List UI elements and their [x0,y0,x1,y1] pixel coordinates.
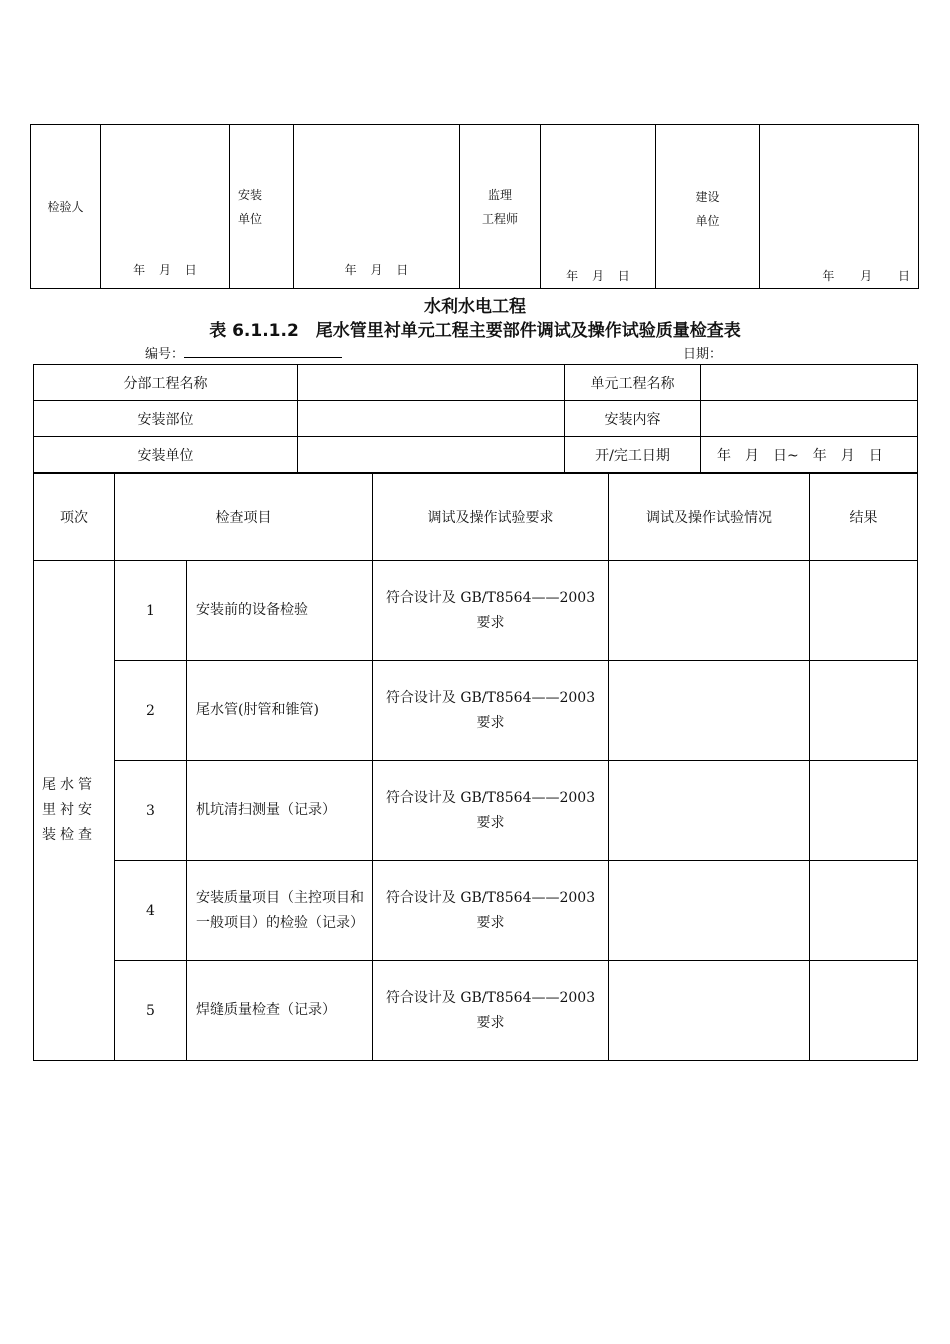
install-location-label: 安装部位 [34,401,298,437]
owner-label-2: 单位 [695,214,720,228]
inspection-table [33,473,918,1061]
install-content-value[interactable] [701,401,918,437]
table-row [34,561,918,661]
owner-label-cell [656,125,760,289]
row-status[interactable] [609,961,810,1061]
group-label: 尾水管里衬安装检查 [34,561,115,1061]
row-requirement: 符合设计及 GB/T8564——2003 要求 [373,861,609,961]
date-label: 日期： [683,347,723,362]
owner-date: 年 月 日 [822,269,910,283]
install-unit-label: 安装单位 [34,437,298,473]
row-item: 安装前的设备检验 [187,561,373,661]
install-location-value[interactable] [298,401,565,437]
table-header-row [34,474,918,561]
install-unit-value[interactable] [298,437,565,473]
inspector-label: 检验人 [47,199,84,214]
row-item: 焊缝质量检查（记录） [187,961,373,1061]
unit-name-value[interactable] [701,365,918,401]
row-item: 尾水管(肘管和锥管) [187,661,373,761]
inspector-sign-cell[interactable] [101,125,230,289]
install-unit-sign-cell[interactable] [294,125,460,289]
supervisor-sign-cell[interactable] [541,125,656,289]
row-result[interactable] [810,761,918,861]
org-title: 水利水电工程 [424,297,526,317]
install-unit-date: 年 月 日 [344,263,409,277]
row-status[interactable] [609,761,810,861]
install-unit-label-2: 单位 [238,211,263,226]
row-status[interactable] [609,561,810,661]
row-status[interactable] [609,861,810,961]
row-item: 机坑清扫测量（记录） [187,761,373,861]
row-result[interactable] [810,561,918,661]
supervisor-label-cell [460,125,541,289]
row-no: 3 [115,761,187,861]
install-unit-label-cell [230,125,294,289]
row-status[interactable] [609,661,810,761]
col-header-index: 项次 [34,474,115,561]
owner-sign-cell[interactable] [760,125,919,289]
code-input-line[interactable] [184,345,342,358]
row-result[interactable] [810,961,918,1061]
table-row [34,761,918,861]
owner-label-1: 建设 [695,190,720,204]
inspector-label-cell [31,125,101,289]
signature-table [30,124,919,289]
code-field[interactable] [145,343,342,362]
form-title: 表 6.1.1.2 尾水管里衬单元工程主要部件调试及操作试验质量检查表 [209,321,741,341]
start-end-value[interactable]: 年 月 日~ 年 月 日 [701,437,918,473]
row-result[interactable] [810,661,918,761]
install-unit-label-1: 安装 [238,187,263,202]
supervisor-label-2: 工程师 [481,211,518,226]
row-no: 4 [115,861,187,961]
row-no: 2 [115,661,187,761]
col-header-result: 结果 [810,474,918,561]
supervisor-date: 年 月 日 [566,269,630,283]
col-header-requirement: 调试及操作试验要求 [373,474,609,561]
division-name-value[interactable] [298,365,565,401]
row-requirement: 符合设计及 GB/T8564——2003 要求 [373,761,609,861]
unit-name-label: 单元工程名称 [565,365,701,401]
row-item: 安装质量项目（主控项目和一般项目）的检验（记录） [187,861,373,961]
row-no: 1 [115,561,187,661]
code-label: 编号： [145,347,185,362]
row-requirement: 符合设计及 GB/T8564——2003 要求 [373,661,609,761]
table-row [34,961,918,1061]
col-header-item: 检查项目 [115,474,373,561]
install-content-label: 安装内容 [565,401,701,437]
row-result[interactable] [810,861,918,961]
row-requirement: 符合设计及 GB/T8564——2003 要求 [373,961,609,1061]
start-end-label: 开/完工日期 [565,437,701,473]
division-name-label: 分部工程名称 [34,365,298,401]
col-header-status: 调试及操作试验情况 [609,474,810,561]
inspector-date: 年 月 日 [133,263,197,277]
row-no: 5 [115,961,187,1061]
info-table [33,364,918,473]
table-row [34,861,918,961]
row-requirement: 符合设计及 GB/T8564——2003 要求 [373,561,609,661]
table-row [34,661,918,761]
supervisor-label-1: 监理 [487,187,512,202]
